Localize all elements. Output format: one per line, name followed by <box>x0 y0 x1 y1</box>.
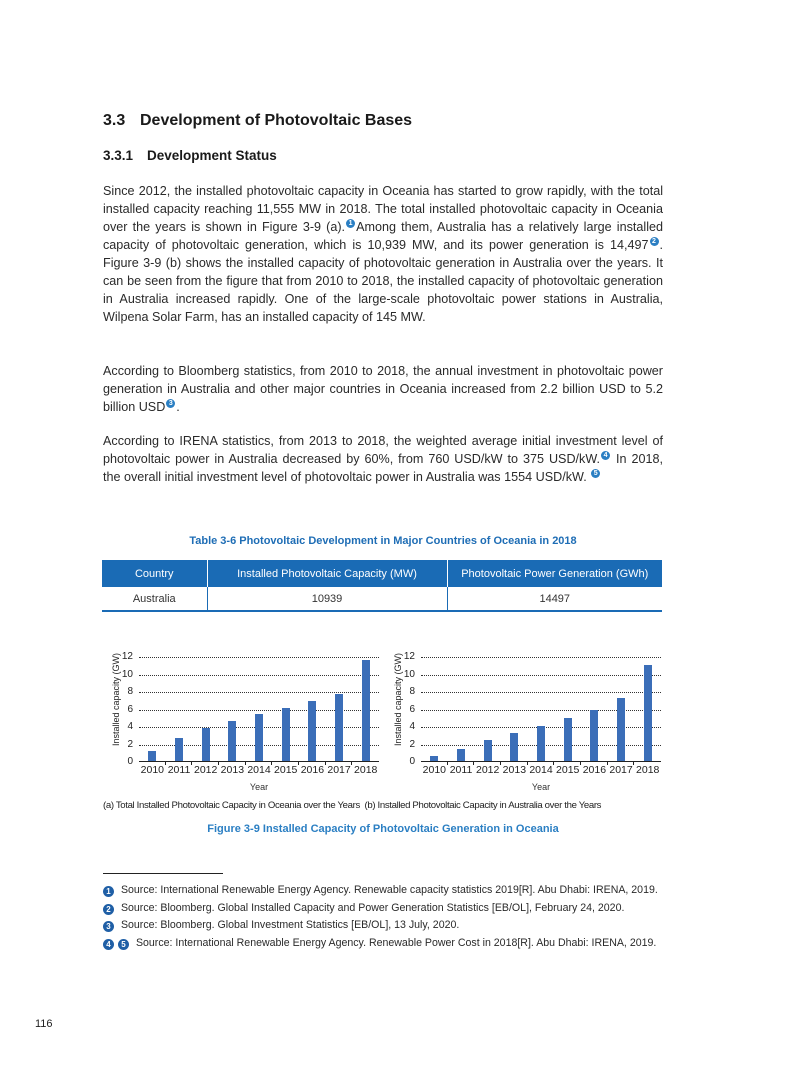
bar-slot <box>326 657 353 761</box>
table-row <box>102 587 662 611</box>
bar-2015 <box>564 718 572 761</box>
y-tick-label: 12 <box>403 651 415 662</box>
footnote-number-icon: 3 <box>103 921 114 932</box>
bar-2012 <box>202 728 210 761</box>
bar-slot <box>272 657 299 761</box>
bar-2011 <box>175 738 183 761</box>
bar-series <box>421 657 661 761</box>
subsection-heading <box>103 148 277 163</box>
cell-capacity: 10939 <box>207 587 447 611</box>
bar-slot <box>608 657 635 761</box>
column-header-country: Country <box>102 560 207 587</box>
bar-slot <box>299 657 326 761</box>
bar-slot <box>581 657 608 761</box>
y-tick-label: 0 <box>409 756 415 767</box>
x-tick-label: 2013 <box>220 764 245 776</box>
footnote-1 <box>103 882 663 900</box>
y-tick-label: 10 <box>121 668 133 680</box>
x-tick-label: 2011 <box>167 764 191 776</box>
x-axis-title: Year <box>531 782 551 792</box>
text: . Figure 3-9 (b) shows the installed capacity of photovoltaic generation in Australia over the years. It can be seen from the figure that from 2010 to 2018, the installed capacity of photovoltaic generation in Australia increased rapidly. One of the large-scale photovoltaic power stations in Australia, Wilpena Solar Farm, has an installed capacity of 145 MW. <box>103 238 663 324</box>
section-heading <box>103 112 412 130</box>
bar-2014 <box>537 726 545 761</box>
text: . <box>176 400 180 414</box>
footnote-marker-4[interactable]: 4 <box>601 451 610 460</box>
footnote-number-icon: 4 <box>103 939 114 950</box>
paragraph-2 <box>103 362 663 416</box>
table-caption: Table 3-6 Photovoltaic Development in Major Countries of Oceania in 2018 <box>189 535 577 547</box>
x-tick-label: 2018 <box>636 764 660 776</box>
footnote-text: Source: International Renewable Energy Agency. Renewable capacity statistics 2019[R]. Abu Dhabi: IRENA, 2019. <box>118 884 658 896</box>
text: According to IRENA statistics, from 2013 to 2018, the weighted average initial investment level of photovoltaic power in Australia decreased by 60%, from 760 USD/kW to 375 USD/kW. <box>103 434 663 466</box>
page-number: 116 <box>35 1018 53 1030</box>
paragraph-1 <box>103 182 663 326</box>
bar-2011 <box>457 749 465 761</box>
y-tick-label: 8 <box>127 686 133 697</box>
section-number: 3.3 <box>103 112 126 129</box>
x-axis-title: Year <box>249 782 269 792</box>
footnotes <box>103 882 663 952</box>
y-tick-label: 12 <box>121 651 133 662</box>
figure-caption: Figure 3-9 Installed Capacity of Photovoltaic Generation in Oceania <box>207 823 559 835</box>
bar-series <box>139 657 379 761</box>
cell-country: Australia <box>102 587 207 611</box>
bar-slot <box>528 657 555 761</box>
paragraph-3 <box>103 432 663 486</box>
footnote-marker-1[interactable]: 1 <box>346 219 355 228</box>
x-tick-label: 2011 <box>449 764 473 776</box>
bar-slot <box>246 657 273 761</box>
bar-2016 <box>590 710 598 761</box>
bar-2012 <box>484 740 492 761</box>
bar-2018 <box>362 660 370 762</box>
footnote-marker-3[interactable]: 3 <box>166 399 175 408</box>
column-header-capacity: Installed Photovoltaic Capacity (MW) <box>207 560 447 587</box>
subsection-number: 3.3.1 <box>103 148 134 163</box>
bar-slot <box>501 657 528 761</box>
bar-slot <box>166 657 193 761</box>
x-tick-label: 2017 <box>327 764 351 776</box>
footnote-marker-2[interactable]: 2 <box>650 237 659 246</box>
y-tick-label: 0 <box>127 756 133 767</box>
y-tick-label: 6 <box>409 703 415 715</box>
y-tick-label: 10 <box>403 668 415 680</box>
column-header-generation: Photovoltaic Power Generation (GWh) <box>447 560 662 587</box>
footnote-number-icon: 1 <box>103 886 114 897</box>
text: According to Bloomberg statistics, from 2010 to 2018, the annual investment in photovoltaic power generation in Australia and other major countries in Oceania increased from 2.2 billion USD to 5.2 billion USD <box>103 364 663 414</box>
bar-2010 <box>148 751 156 761</box>
text: Among them, Australia has a relatively large installed capacity of photovoltaic generation, which is 10,939 MW, and its power generation is 14,497 <box>103 220 663 252</box>
x-axis-labels <box>139 764 379 776</box>
y-tick-label: 2 <box>127 738 133 750</box>
table-header-row <box>102 560 662 587</box>
plot-area <box>403 651 661 767</box>
footnote-text: Source: Bloomberg. Global Installed Capacity and Power Generation Statistics [EB/OL], February 24, 2020. <box>118 901 625 914</box>
bar-slot <box>474 657 501 761</box>
bar-slot <box>192 657 219 761</box>
bar-slot <box>634 657 661 761</box>
x-tick-label: 2018 <box>354 764 378 776</box>
subcaption-b: (b) Installed Photovoltaic Capacity in Australia over the Years <box>364 800 602 811</box>
x-tick-label: 2012 <box>194 764 218 776</box>
plot-area <box>121 651 379 767</box>
chart-oceania-capacity <box>103 648 383 798</box>
bar-2010 <box>430 756 438 761</box>
subsection-title: Development Status <box>147 148 277 163</box>
y-tick-label: 4 <box>409 721 415 732</box>
x-axis-labels <box>421 764 661 776</box>
footnote-number-icon: 2 <box>103 904 114 915</box>
footnote-3 <box>103 917 663 935</box>
chart-australia-capacity <box>385 648 665 798</box>
footnote-4 <box>103 935 663 953</box>
bar-slot <box>139 657 166 761</box>
x-tick-label: 2015 <box>274 764 298 776</box>
x-tick-label: 2017 <box>609 764 633 776</box>
x-tick-label: 2014 <box>529 764 553 776</box>
y-axis-label: Installed capacity (GW) <box>111 652 121 746</box>
footnote-marker-5[interactable]: 5 <box>591 469 600 478</box>
subcaption-a: (a) Total Installed Photovoltaic Capacity in Oceania over the Years <box>103 800 360 811</box>
x-tick-label: 2010 <box>140 764 165 776</box>
bar-slot <box>421 657 448 761</box>
y-axis-label: Installed capacity (GW) <box>393 652 403 746</box>
y-tick-label: 6 <box>127 703 133 715</box>
x-tick-label: 2010 <box>422 764 447 776</box>
bar-slot <box>554 657 581 761</box>
bar-2018 <box>644 665 652 761</box>
cell-generation: 14497 <box>447 587 662 611</box>
bar-2014 <box>255 714 263 761</box>
y-tick-label: 2 <box>409 738 415 750</box>
footnote-text: Source: International Renewable Energy Agency. Renewable Power Cost in 2018[R]. Abu Dhabi: IRENA, 2019. <box>133 936 657 949</box>
bar-2017 <box>617 698 625 761</box>
footnote-divider <box>103 873 223 874</box>
figure-subcaptions <box>103 800 663 811</box>
bar-slot <box>352 657 379 761</box>
x-tick-label: 2014 <box>247 764 271 776</box>
bar-2016 <box>308 701 316 761</box>
text: Since 2012, the installed photovoltaic capacity in Oceania has started to grow rapidly, with the total installed capacity reaching 11,555 MW in 2018. The total installed photovoltaic capacity in Oceania over the years is shown in Figure 3-9 (a). <box>103 184 663 234</box>
x-tick-label: 2012 <box>476 764 500 776</box>
text: In 2018, the overall initial investment level of photovoltaic power in Australia was 1554 USD/kW. <box>103 452 663 484</box>
y-tick-label: 8 <box>409 686 415 697</box>
bar-slot <box>219 657 246 761</box>
bar-2013 <box>228 721 236 761</box>
bar-slot <box>448 657 475 761</box>
footnote-2 <box>103 900 663 918</box>
bar-2013 <box>510 733 518 761</box>
x-tick-label: 2013 <box>502 764 527 776</box>
footnote-text: Source: Bloomberg. Global Investment Statistics [EB/OL], 13 July, 2020. <box>118 919 460 931</box>
x-tick-label: 2016 <box>300 764 325 776</box>
y-tick-label: 4 <box>127 721 133 732</box>
bar-2017 <box>335 694 343 761</box>
x-tick-label: 2016 <box>582 764 607 776</box>
section-title: Development of Photovoltaic Bases <box>140 112 413 129</box>
x-tick-label: 2015 <box>556 764 580 776</box>
data-table <box>102 560 662 612</box>
footnote-number-icon: 5 <box>118 939 129 950</box>
bar-2015 <box>282 708 290 761</box>
